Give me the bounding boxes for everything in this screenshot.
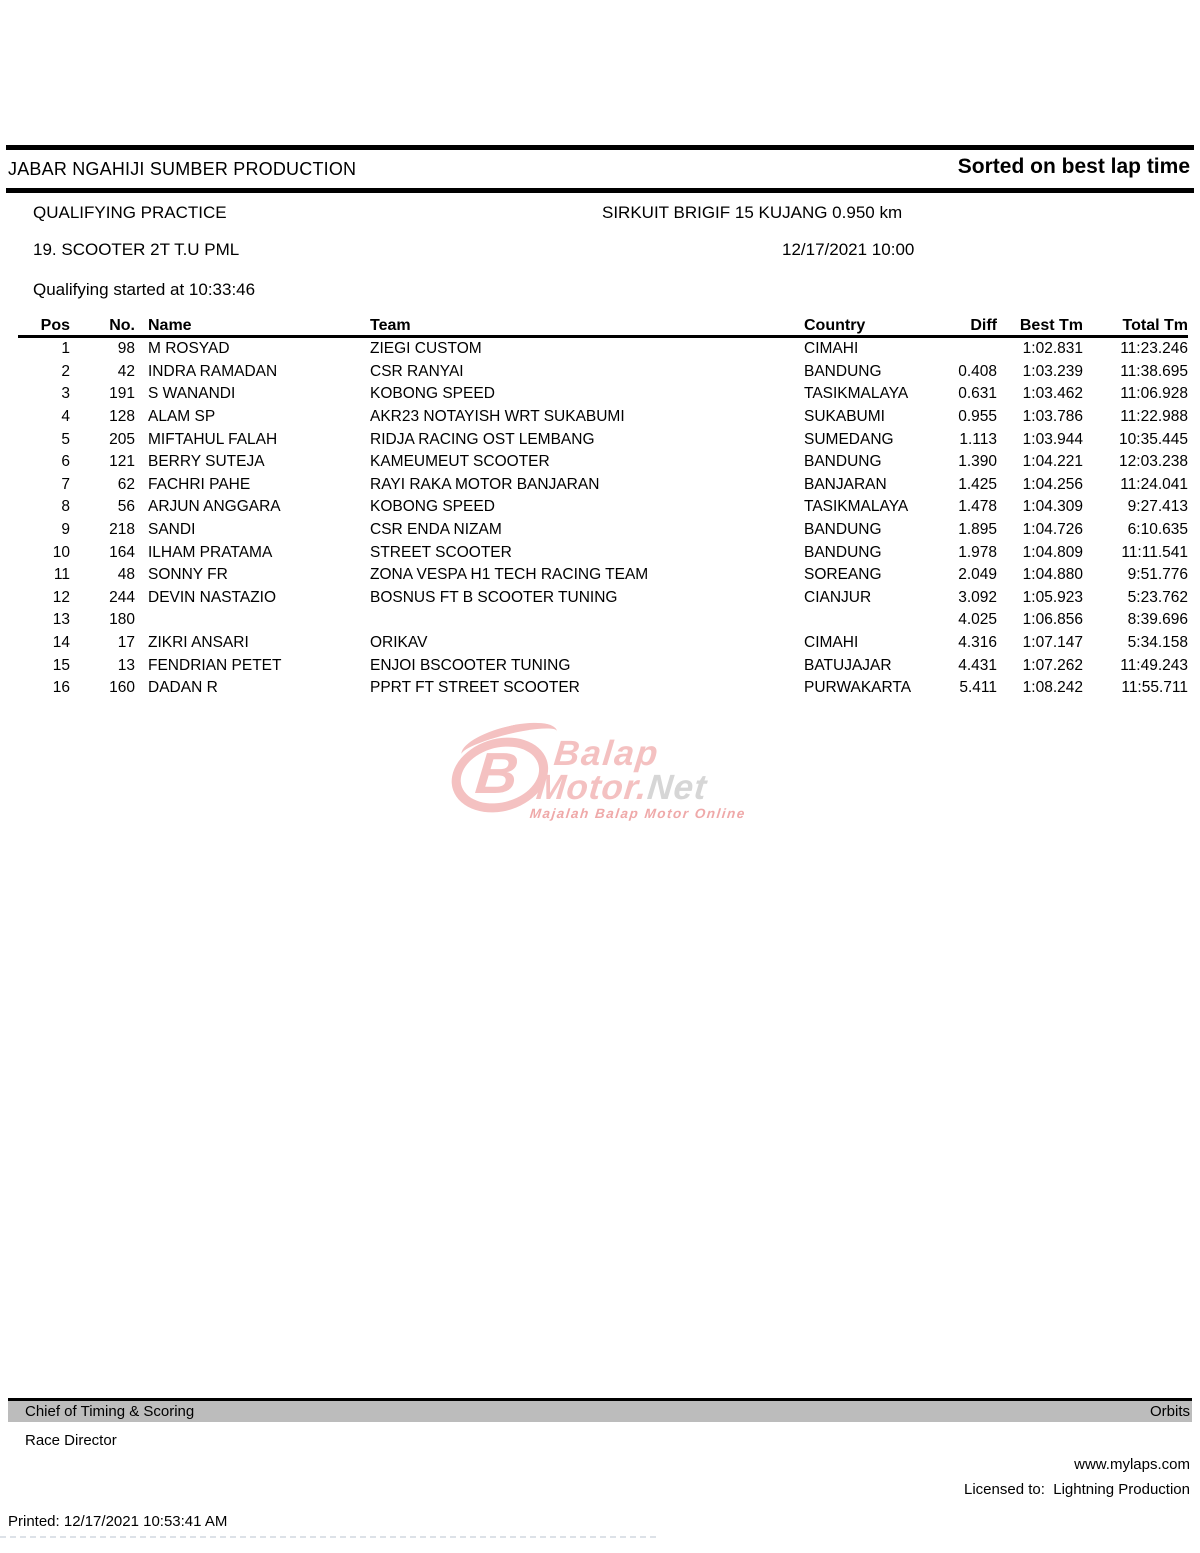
page-cut-line <box>0 1536 656 1538</box>
cell-best: 1:03.786 <box>1022 408 1083 426</box>
cell-best: 1:03.944 <box>1022 430 1083 448</box>
cell-team: ENJOI BSCOOTER TUNING <box>370 656 571 674</box>
results-table <box>18 316 1188 700</box>
cell-diff: 3.092 <box>958 588 997 606</box>
cell-country: SUKABUMI <box>804 408 885 426</box>
cell-no: 17 <box>117 634 135 652</box>
cell-team: RIDJA RACING OST LEMBANG <box>370 430 595 448</box>
cell-total: 11:24.041 <box>1120 475 1188 493</box>
cell-pos: 12 <box>52 588 70 606</box>
cell-diff: 4.431 <box>958 656 997 674</box>
cell-country: SUMEDANG <box>804 430 894 448</box>
cell-total: 9:51.776 <box>1127 566 1188 584</box>
footer-signature-bar <box>8 1401 1192 1422</box>
race-director-label: Race Director <box>25 1432 117 1449</box>
table-row <box>18 564 1188 587</box>
cell-pos: 15 <box>52 656 70 674</box>
cell-team: PPRT FT STREET SCOOTER <box>370 679 580 697</box>
cell-country: TASIKMALAYA <box>804 385 909 403</box>
cell-no: 56 <box>117 498 135 516</box>
cell-name: ARJUN ANGGARA <box>148 498 281 516</box>
cell-pos: 10 <box>52 543 70 561</box>
cell-total: 11:06.928 <box>1120 385 1188 403</box>
license-line: Licensed to: Lightning Production <box>964 1481 1190 1498</box>
logo-b-monogram: B <box>472 741 522 806</box>
sort-order-label: Sorted on best lap time <box>957 155 1190 178</box>
cell-team: ZIEGI CUSTOM <box>370 340 482 358</box>
header-rule-bottom <box>6 188 1194 193</box>
cell-country: CIMAHI <box>804 634 859 652</box>
column-header-diff: Diff <box>970 316 997 334</box>
table-row <box>18 587 1188 610</box>
cell-country: BANJARAN <box>804 475 887 493</box>
cell-country: CIANJUR <box>804 588 872 606</box>
cell-diff: 4.316 <box>958 634 997 652</box>
cell-diff: 0.408 <box>958 362 997 380</box>
cell-best: 1:07.262 <box>1022 656 1083 674</box>
cell-no: 164 <box>109 543 135 561</box>
cell-team: BOSNUS FT B SCOOTER TUNING <box>370 588 618 606</box>
table-row <box>18 609 1188 632</box>
cell-team: KOBONG SPEED <box>370 385 495 403</box>
table-row <box>18 474 1188 497</box>
cell-best: 1:04.309 <box>1022 498 1083 516</box>
cell-diff: 1.895 <box>958 521 997 539</box>
cell-pos: 4 <box>61 408 70 426</box>
table-header-row <box>18 316 1188 338</box>
cell-total: 6:10.635 <box>1127 521 1188 539</box>
cell-name: FACHRI PAHE <box>148 475 251 493</box>
table-row <box>18 677 1188 700</box>
cell-diff: 2.049 <box>958 566 997 584</box>
cell-total: 11:49.243 <box>1120 656 1188 674</box>
logo-swoosh-icon <box>459 715 559 771</box>
cell-name: ILHAM PRATAMA <box>148 543 273 561</box>
column-header-team: Team <box>370 316 411 334</box>
cell-no: 48 <box>117 566 135 584</box>
cell-name: ALAM SP <box>148 408 216 426</box>
cell-country: BANDUNG <box>804 543 882 561</box>
cell-diff: 1.390 <box>958 453 997 471</box>
column-header-pos: Pos <box>40 316 70 334</box>
cell-no: 62 <box>117 475 135 493</box>
cell-country: TASIKMALAYA <box>804 498 909 516</box>
cell-total: 10:35.445 <box>1119 430 1188 448</box>
session-start-note: Qualifying started at 10:33:46 <box>33 280 256 299</box>
cell-diff: 1.978 <box>958 543 997 561</box>
cell-best: 1:04.809 <box>1022 543 1083 561</box>
event-title: JABAR NGAHIJI SUMBER PRODUCTION <box>8 159 357 179</box>
cell-no: 13 <box>117 656 135 674</box>
cell-name: SANDI <box>148 521 196 539</box>
cell-best: 1:03.462 <box>1022 385 1083 403</box>
cell-diff: 1.478 <box>958 498 997 516</box>
cell-diff: 5.411 <box>959 679 997 697</box>
cell-total: 5:23.762 <box>1127 588 1188 606</box>
logo-tagline: Majalah Balap Motor Online <box>529 806 747 821</box>
table-row <box>18 338 1188 361</box>
cell-total: 11:55.711 <box>1121 679 1188 697</box>
table-row <box>18 383 1188 406</box>
cell-pos: 16 <box>52 679 70 697</box>
cell-country: SOREANG <box>804 566 882 584</box>
cell-no: 205 <box>109 430 135 448</box>
cell-team: KOBONG SPEED <box>370 498 495 516</box>
cell-country: BANDUNG <box>804 362 882 380</box>
column-header-name: Name <box>148 316 192 334</box>
logo-text-motor: Motor. <box>534 768 650 807</box>
cell-pos: 13 <box>52 611 70 629</box>
cell-team: AKR23 NOTAYISH WRT SUKABUMI <box>370 408 625 426</box>
mylaps-url: www.mylaps.com <box>1074 1456 1190 1473</box>
cell-best: 1:04.880 <box>1022 566 1083 584</box>
cell-pos: 3 <box>61 385 70 403</box>
cell-pos: 1 <box>61 340 70 358</box>
cell-total: 12:03.238 <box>1119 453 1188 471</box>
cell-team: CSR ENDA NIZAM <box>370 521 502 539</box>
cell-total: 11:23.246 <box>1120 340 1188 358</box>
cell-pos: 2 <box>61 362 70 380</box>
cell-pos: 7 <box>61 475 70 493</box>
cell-total: 11:22.988 <box>1120 408 1188 426</box>
cell-pos: 6 <box>61 453 70 471</box>
cell-name: DADAN R <box>148 679 218 697</box>
cell-name: M ROSYAD <box>148 340 230 358</box>
cell-pos: 11 <box>53 566 70 584</box>
chief-of-timing-label: Chief of Timing & Scoring <box>25 1403 195 1420</box>
cell-name: DEVIN NASTAZIO <box>148 588 277 606</box>
column-header-no: No. <box>109 316 135 334</box>
cell-best: 1:02.831 <box>1022 340 1083 358</box>
cell-team: ZONA VESPA H1 TECH RACING TEAM <box>370 566 649 584</box>
printed-timestamp: Printed: 12/17/2021 10:53:41 AM <box>8 1513 228 1530</box>
cell-name: SONNY FR <box>148 566 228 584</box>
cell-name: MIFTAHUL FALAH <box>148 430 278 448</box>
cell-no: 218 <box>109 521 135 539</box>
cell-team: KAMEUMEUT SCOOTER <box>370 453 550 471</box>
table-row <box>18 519 1188 542</box>
cell-team: CSR RANYAI <box>370 362 464 380</box>
logo-text-net: Net <box>645 768 710 807</box>
cell-team: ORIKAV <box>370 634 428 652</box>
table-row <box>18 361 1188 384</box>
cell-diff: 0.631 <box>958 385 997 403</box>
logo-text-motornet <box>534 768 709 808</box>
table-row <box>18 428 1188 451</box>
cell-country: BATUJAJAR <box>804 656 892 674</box>
cell-name: FENDRIAN PETET <box>148 656 282 674</box>
cell-total: 11:11.541 <box>1121 543 1188 561</box>
header-rule-top <box>6 145 1194 150</box>
cell-pos: 14 <box>52 634 70 652</box>
cell-diff: 4.025 <box>958 611 997 629</box>
logo-ring-icon <box>449 730 550 820</box>
cell-total: 9:27.413 <box>1127 498 1188 516</box>
cell-no: 191 <box>109 385 135 403</box>
table-row <box>18 541 1188 564</box>
cell-best: 1:04.256 <box>1022 475 1083 493</box>
cell-best: 1:05.923 <box>1022 588 1083 606</box>
cell-no: 244 <box>109 588 135 606</box>
column-header-best: Best Tm <box>1019 316 1083 334</box>
cell-no: 121 <box>109 453 135 471</box>
cell-diff: 0.955 <box>958 408 997 426</box>
cell-name: INDRA RAMADAN <box>148 362 278 380</box>
session-datetime: 12/17/2021 10:00 <box>782 240 915 259</box>
cell-country: BANDUNG <box>804 453 882 471</box>
cell-country: PURWAKARTA <box>804 679 912 697</box>
cell-no: 128 <box>109 408 135 426</box>
cell-best: 1:03.239 <box>1022 362 1083 380</box>
session-name: QUALIFYING PRACTICE <box>33 203 227 222</box>
cell-diff: 1.425 <box>958 475 997 493</box>
cell-total: 8:39.696 <box>1127 611 1188 629</box>
orbits-brand-label: Orbits <box>1149 1403 1190 1420</box>
cell-no: 98 <box>117 340 135 358</box>
cell-diff: 1.113 <box>959 430 997 448</box>
table-row <box>18 406 1188 429</box>
cell-team: STREET SCOOTER <box>370 543 512 561</box>
cell-best: 1:08.242 <box>1022 679 1083 697</box>
table-row <box>18 632 1188 655</box>
cell-team: RAYI RAKA MOTOR BANJARAN <box>370 475 600 493</box>
balapmotor-watermark-logo <box>445 724 776 824</box>
column-header-country: Country <box>804 316 866 334</box>
table-row <box>18 654 1188 677</box>
circuit-name: SIRKUIT BRIGIF 15 KUJANG 0.950 km <box>602 203 903 222</box>
class-name: 19. SCOOTER 2T T.U PML <box>33 240 240 259</box>
cell-country: CIMAHI <box>804 340 859 358</box>
cell-total: 5:34.158 <box>1127 634 1188 652</box>
cell-best: 1:04.726 <box>1022 521 1083 539</box>
cell-pos: 5 <box>61 430 70 448</box>
table-body <box>18 338 1188 700</box>
cell-pos: 9 <box>61 521 70 539</box>
cell-no: 160 <box>109 679 135 697</box>
column-header-total: Total Tm <box>1122 316 1188 334</box>
cell-pos: 8 <box>61 498 70 516</box>
table-row <box>18 496 1188 519</box>
cell-best: 1:04.221 <box>1022 453 1083 471</box>
cell-no: 180 <box>109 611 135 629</box>
cell-name: ZIKRI ANSARI <box>148 634 249 652</box>
cell-best: 1:07.147 <box>1022 634 1083 652</box>
cell-country: BANDUNG <box>804 521 882 539</box>
cell-name: S WANANDI <box>148 385 236 403</box>
table-row <box>18 451 1188 474</box>
cell-name: BERRY SUTEJA <box>148 453 265 471</box>
cell-best: 1:06.856 <box>1022 611 1083 629</box>
cell-total: 11:38.695 <box>1120 362 1188 380</box>
cell-no: 42 <box>117 362 135 380</box>
logo-text-balap: Balap <box>552 734 662 773</box>
